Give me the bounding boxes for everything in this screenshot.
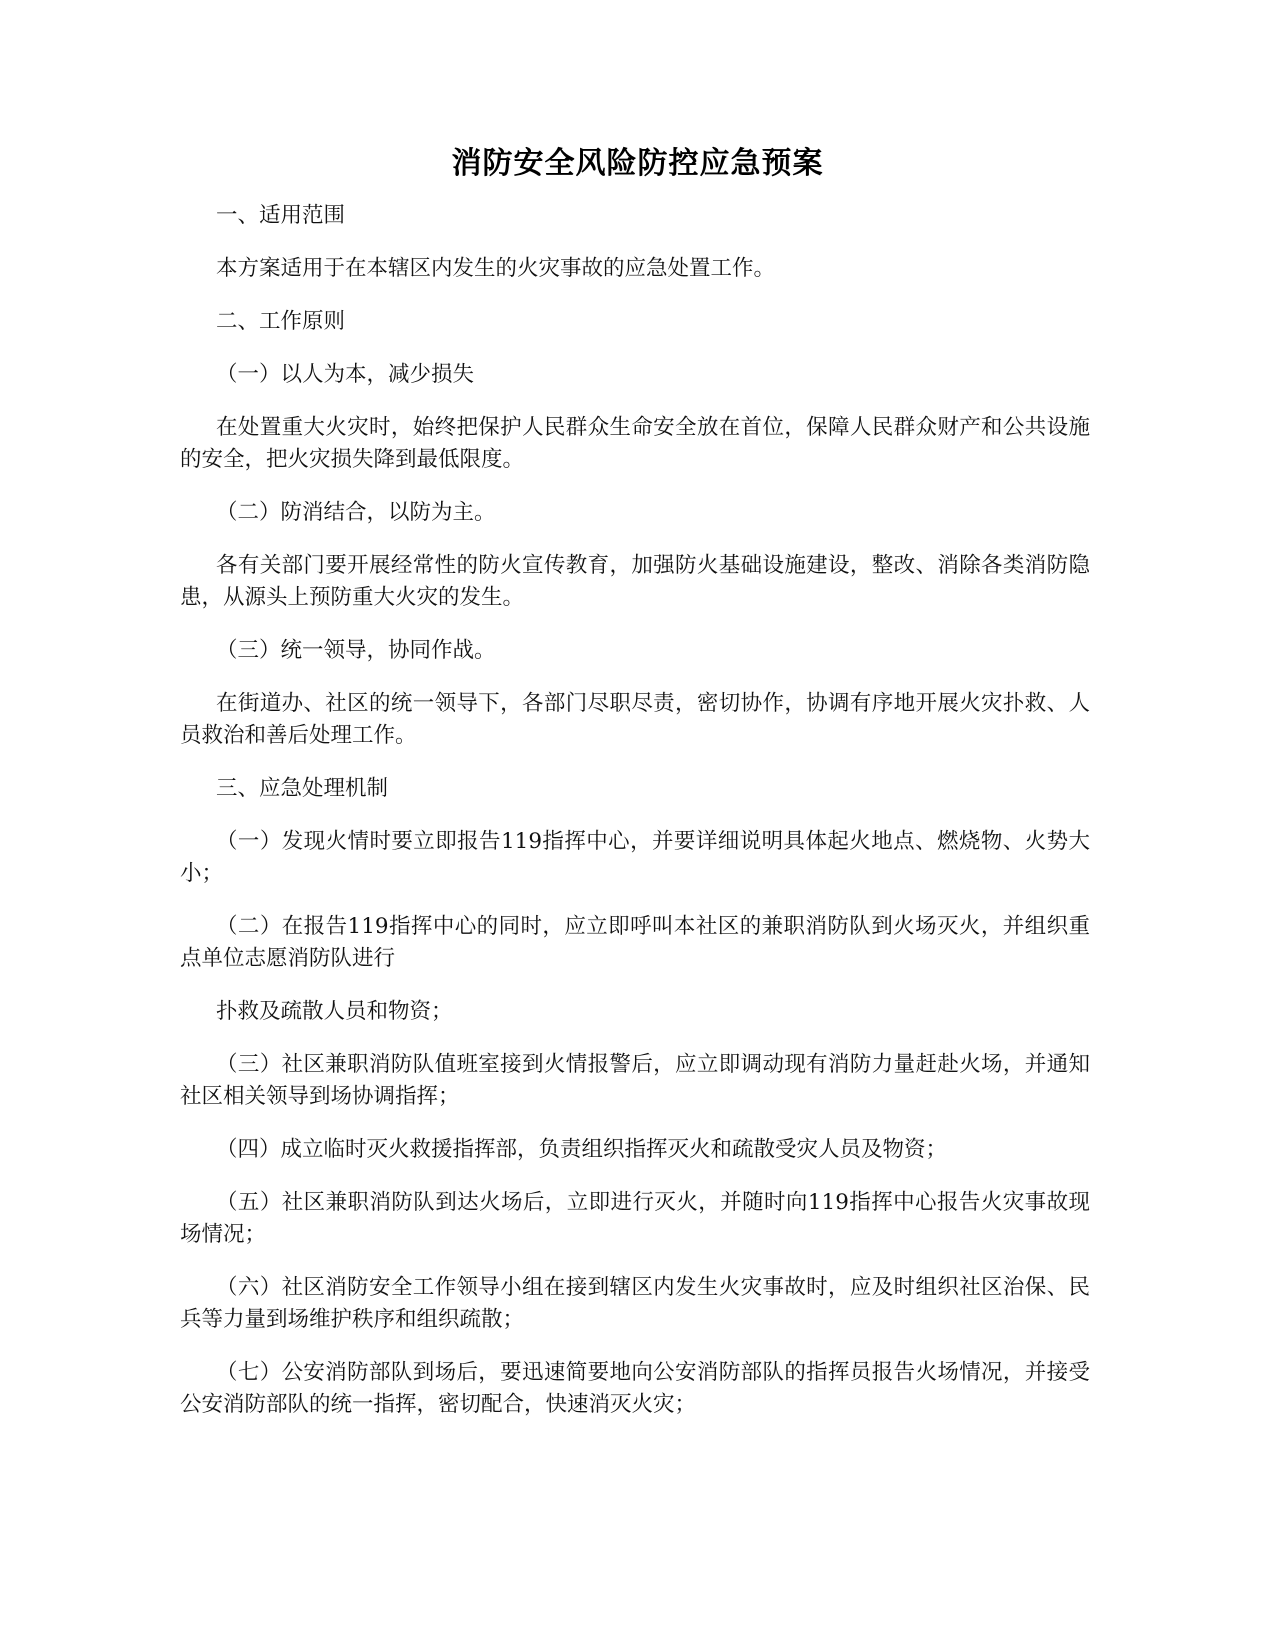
subheading-principle-2: （二）防消结合，以防为主。 xyxy=(216,500,496,525)
list-item-mechanism-4: （四）成立临时灭火救援指挥部，负责组织指挥灭火和疏散受灾人员及物资； xyxy=(216,1137,948,1162)
section-heading-principles: 二、工作原则 xyxy=(216,309,346,334)
section-heading-mechanism: 三、应急处理机制 xyxy=(216,776,389,801)
list-item-mechanism-2: （二）在报告119指挥中心的同时，应立即呼叫本社区的兼职消防队到火场灭火，并组织重点单位志愿消防队进行 xyxy=(180,914,1090,971)
list-item-mechanism-6: （六）社区消防安全工作领导小组在接到辖区内发生火灾事故时，应及时组织社区治保、民兵等力量到场维护秩序和组织疏散； xyxy=(180,1275,1090,1332)
paragraph-principle-3: 在街道办、社区的统一领导下，各部门尽职尽责，密切协作，协调有序地开展火灾扑救、人员救治和善后处理工作。 xyxy=(180,691,1090,748)
subheading-principle-1: （一）以人为本，减少损失 xyxy=(216,362,475,387)
section-heading-scope: 一、适用范围 xyxy=(216,203,346,228)
list-item-mechanism-2-continued: 扑救及疏散人员和物资； xyxy=(216,999,453,1024)
paragraph-scope: 本方案适用于在本辖区内发生的火灾事故的应急处置工作。 xyxy=(216,256,776,281)
paragraph-principle-2: 各有关部门要开展经常性的防火宣传教育，加强防火基础设施建设，整改、消除各类消防隐患，从源头上预防重大火灾的发生。 xyxy=(180,553,1090,610)
document-body xyxy=(180,200,1090,1442)
document-title: 消防安全风险防控应急预案 xyxy=(451,146,824,181)
paragraph-principle-1: 在处置重大火灾时，始终把保护人民群众生命安全放在首位，保障人民群众财产和公共设施的安全，把火灾损失降到最低限度。 xyxy=(180,415,1090,472)
list-item-mechanism-7: （七）公安消防部队到场后，要迅速简要地向公安消防部队的指挥员报告火场情况，并接受公安消防部队的统一指挥，密切配合，快速消灭火灾； xyxy=(180,1360,1090,1417)
subheading-principle-3: （三）统一领导，协同作战。 xyxy=(216,638,496,663)
list-item-mechanism-5: （五）社区兼职消防队到达火场后，立即进行灭火，并随时向119指挥中心报告火灾事故现场情况； xyxy=(180,1190,1090,1247)
list-item-mechanism-3: （三）社区兼职消防队值班室接到火情报警后，应立即调动现有消防力量赶赴火场，并通知社区相关领导到场协调指挥； xyxy=(180,1052,1090,1109)
list-item-mechanism-1: （一）发现火情时要立即报告119指挥中心，并要详细说明具体起火地点、燃烧物、火势大小； xyxy=(180,829,1090,886)
